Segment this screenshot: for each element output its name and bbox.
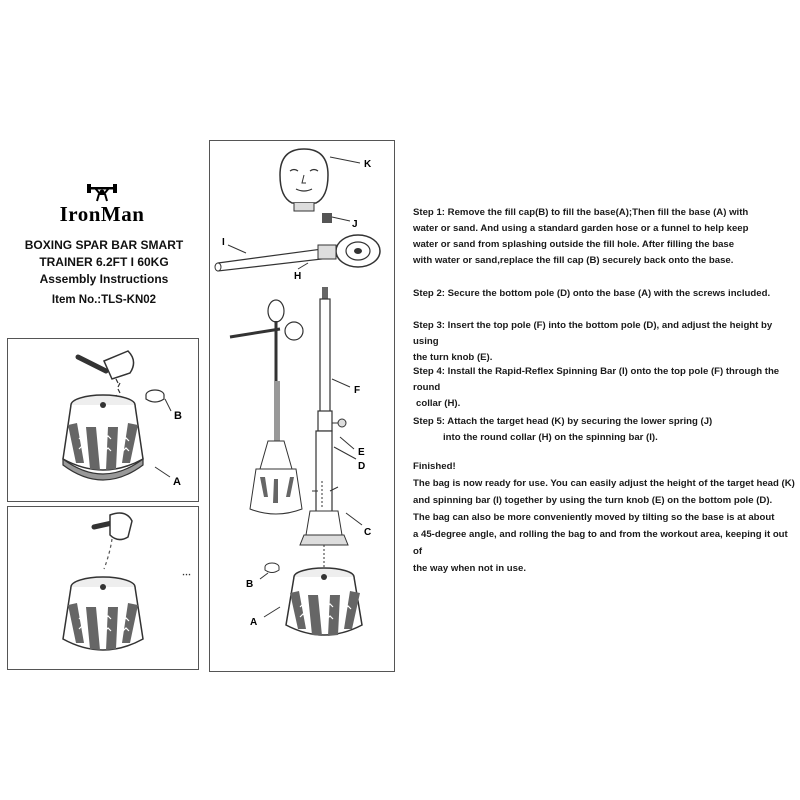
title-line-1: BOXING SPAR BAR SMART (24, 238, 184, 252)
finished-line: The bag can also be more conveniently moved by tilting so the base is at about (413, 512, 775, 523)
top-pole-shape (320, 287, 330, 415)
step-4-line: collar (H). (416, 398, 461, 409)
step-4 (413, 364, 795, 412)
weightlifter-icon (86, 182, 118, 202)
target-head-shape (280, 149, 328, 211)
assembled-preview-shape (230, 300, 303, 514)
logo-text: IronMan (59, 202, 145, 226)
svg-text:⋯: ⋯ (182, 569, 191, 579)
step-3-line: the turn knob (E). (413, 352, 493, 363)
step-2-line: Step 2: Secure the bottom pole (D) onto the base (A) with the screws included. (413, 288, 771, 299)
finished-section (413, 458, 795, 577)
label-c: C (364, 527, 372, 538)
base-shape (63, 577, 143, 650)
step-1-line: with water or sand,replace the fill cap (B) securely back onto the base. (413, 255, 734, 266)
step-5 (413, 414, 795, 446)
step-3 (413, 318, 795, 366)
label-b: B (246, 579, 254, 590)
brand-logo (42, 196, 162, 236)
finished-line: the way when not in use. (413, 563, 527, 574)
step-1-line: Step 1: Remove the fill cap(B) to fill the base(A);Then fill the base (A) with (413, 207, 749, 218)
label-f: F (354, 385, 361, 396)
step-1-line: water or sand. And using a standard garden hose or a funnel to help keep (413, 223, 749, 234)
item-number: Item No.:TLS-KN02 (51, 294, 157, 306)
bottom-pole-shape (316, 411, 346, 515)
step-1 (413, 205, 795, 269)
base-shape (63, 395, 143, 480)
step-4-line: Step 4: Install the Rapid-Reflex Spinning Bar (I) onto the top pole (F) through the round (413, 366, 780, 393)
step-5-line: Step 5: Attach the target head (K) by securing the lower spring (J) (413, 416, 713, 427)
pitcher-icon (94, 513, 132, 569)
finished-heading: Finished! (413, 461, 456, 472)
finished-line: The bag is now ready for use. You can easily adjust the height of the target head (K) (413, 478, 795, 489)
base-shape (286, 568, 362, 636)
label-i: I (222, 237, 225, 248)
spinning-bar-shape (215, 235, 380, 271)
illustration-fill-water (7, 506, 199, 670)
label-k: K (364, 159, 372, 170)
label-a: A (173, 476, 181, 488)
label-e: E (358, 447, 365, 458)
step-2 (413, 286, 795, 302)
finished-line: and spinning bar (I) together by using the turn knob (E) on the bottom pole (D). (413, 495, 773, 506)
label-d: D (358, 461, 366, 472)
illustration-assembly (209, 140, 395, 672)
illustration-fill-sand (7, 338, 199, 502)
step-3-line: Step 3: Insert the top pole (F) into the bottom pole (D), and adjust the height by using (413, 320, 773, 347)
step-5-line: into the round collar (H) on the spinning bar (I). (443, 432, 658, 443)
label-a: A (250, 617, 258, 628)
label-h: H (294, 271, 302, 282)
shovel-icon (78, 351, 134, 399)
product-title (10, 237, 198, 288)
step-1-line: water or sand from splashing outside the fill hole. After filling the base (413, 239, 735, 250)
finished-line: a 45-degree angle, and rolling the bag to and from the workout area, keeping it out of (413, 529, 788, 557)
turn-knob-shape (338, 419, 346, 427)
title-line-2: TRAINER 6.2FT I 60KG (39, 255, 169, 269)
label-j: J (352, 219, 358, 230)
title-line-3: Assembly Instructions (39, 272, 169, 286)
label-b: B (174, 410, 182, 422)
spring-shape (322, 213, 332, 223)
